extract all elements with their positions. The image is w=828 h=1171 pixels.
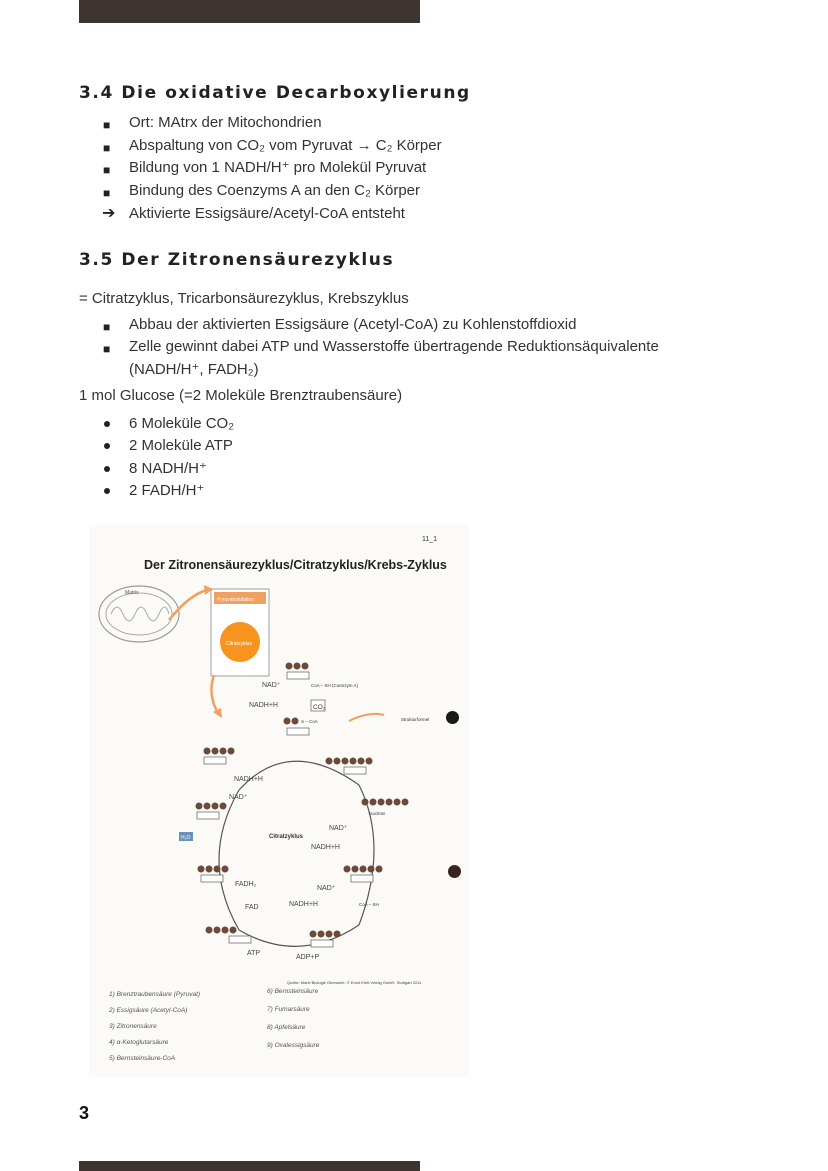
molecule-citrate <box>326 758 373 775</box>
footer-bar <box>79 1161 420 1171</box>
list-item: Bindung des Coenzyms A an den C₂ Körper <box>129 182 420 199</box>
legend-item: 7) Fumarsäure <box>267 1006 310 1013</box>
legend-item: 2) Essigsäure (Acetyl-CoA) <box>109 1007 188 1014</box>
nadh-label-2: NADH+H <box>234 776 263 783</box>
list-item: Ort: MAtrx der Mitochondrien <box>129 114 322 131</box>
molecule-ketoglutarate <box>344 866 383 883</box>
water-label: H₂O <box>181 835 191 841</box>
adp-label: ADP+P <box>296 954 320 961</box>
legend-item: 5) Bernsteinsäure-CoA <box>109 1055 176 1062</box>
bullet-square: ■ <box>103 141 111 155</box>
bullet-square: ■ <box>103 163 111 177</box>
molecule-isocitrate <box>362 799 409 806</box>
yield-item: 2 Moleküle ATP <box>129 437 233 454</box>
nadh-label-1: NADH+H <box>249 702 278 709</box>
figure-title: Der Zitronensäurezyklus/Citratzyklus/Krebs-Zyklus <box>144 558 447 572</box>
fadh-label: FADH₂ <box>235 881 257 888</box>
structure-label: Strukturformel <box>401 717 430 722</box>
circle-label: Citratzyklus <box>226 641 252 647</box>
header-bar <box>79 0 420 23</box>
nadh-label-4: NADH+H <box>289 901 318 908</box>
bullet-dot <box>104 466 110 472</box>
section-title-3-5: 3.5 Der Zitronensäurezyklus <box>79 250 395 270</box>
nad-label-2: NAD⁺ <box>229 794 248 801</box>
legend-item: 9) Oxalessigsäure <box>267 1042 320 1049</box>
list-item: Abspaltung von CO₂ vom Pyruvat → C₂ Körper <box>129 137 442 154</box>
citric-acid-cycle-figure <box>89 525 469 1077</box>
atp-label: ATP <box>247 950 261 957</box>
isocitrate-label: Isocitrat <box>369 811 385 816</box>
molecule-fumarate <box>198 866 229 883</box>
arrow-right-icon: ➔ <box>102 205 116 222</box>
bullet-square: ■ <box>103 118 111 132</box>
cycle-diagram <box>89 525 469 1077</box>
molecule-malate <box>196 803 227 820</box>
co2-label: CO₂ <box>313 704 326 711</box>
legend-item: 6) Bernsteinsäure <box>267 988 319 995</box>
mitochondrion-icon <box>99 586 179 642</box>
list-item: Bildung von 1 NADH/H⁺ pro Molekül Pyruvat <box>129 159 427 176</box>
pyruvate-label: Pyruvatoxidation <box>217 597 254 603</box>
section-title-3-4: 3.4 Die oxidative Decarboxylierung <box>79 83 471 103</box>
legend-item: 8) Apfelsäure <box>267 1024 306 1031</box>
list-item: Zelle gewinnt dabei ATP und Wasserstoffe übertragende Reduktionsäquivalente <box>129 338 659 355</box>
coa-label: CoA – SH (Coenzym A) <box>311 683 359 688</box>
molecule-succinate <box>206 927 252 944</box>
list-item-continuation: (NADH/H⁺, FADH₂) <box>129 361 259 378</box>
list-item: Abbau der aktivierten Essigsäure (Acetyl-CoA) zu Kohlenstoffdioxid <box>129 316 577 333</box>
bullet-dot <box>104 488 110 494</box>
matrix-label: Matrix <box>125 590 139 596</box>
yield-item: 6 Moleküle CO₂ <box>129 415 235 432</box>
nad-label-1: NAD⁺ <box>262 682 281 689</box>
fad-label: FAD <box>245 904 259 911</box>
nad-label-3: NAD⁺ <box>329 825 348 832</box>
black-dot <box>446 711 459 724</box>
yield-item: 2 FADH/H⁺ <box>129 482 205 499</box>
nadh-label-3: NADH+H <box>311 844 340 851</box>
molecule-pyruvate <box>286 663 310 680</box>
source-text: Quelle: Markl Biologie Oberstufe, © Ernst Klett Verlag GmbH, Stuttgart 2011 <box>287 980 422 985</box>
bullet-dot <box>104 421 110 427</box>
bullet-dot <box>104 443 110 449</box>
page-code: 11_1 <box>422 536 438 543</box>
bullet-square: ■ <box>103 186 111 200</box>
nad-label-4: NAD⁺ <box>317 885 336 892</box>
center-label: Citratzyklus <box>269 834 304 840</box>
molecule-succinyl-coa <box>310 931 341 948</box>
conclusion-text: Aktivierte Essigsäure/Acetyl-CoA entsteht <box>129 205 405 222</box>
bullet-square: ■ <box>103 342 111 356</box>
page-number: 3 <box>79 1103 90 1123</box>
coash-label: CoA – SH <box>359 902 379 907</box>
legend-item: 1) Brenztraubensäure (Pyruvat) <box>109 991 201 998</box>
yield-item: 8 NADH/H⁺ <box>129 460 207 477</box>
bullet-square: ■ <box>103 320 111 334</box>
acetyl-label: S – CoA <box>301 719 318 724</box>
glucose-line: 1 mol Glucose (=2 Moleküle Brenztraubensäure) <box>79 387 403 404</box>
synonyms-text: = Citratzyklus, Tricarbonsäurezyklus, Krebszyklus <box>79 290 409 307</box>
brown-dot <box>448 865 461 878</box>
legend-item: 4) α-Ketoglutarsäure <box>109 1039 169 1046</box>
legend <box>108 988 320 1062</box>
molecule-oxalacetate <box>204 748 235 765</box>
legend-item: 3) Zitronensäure <box>109 1023 157 1030</box>
